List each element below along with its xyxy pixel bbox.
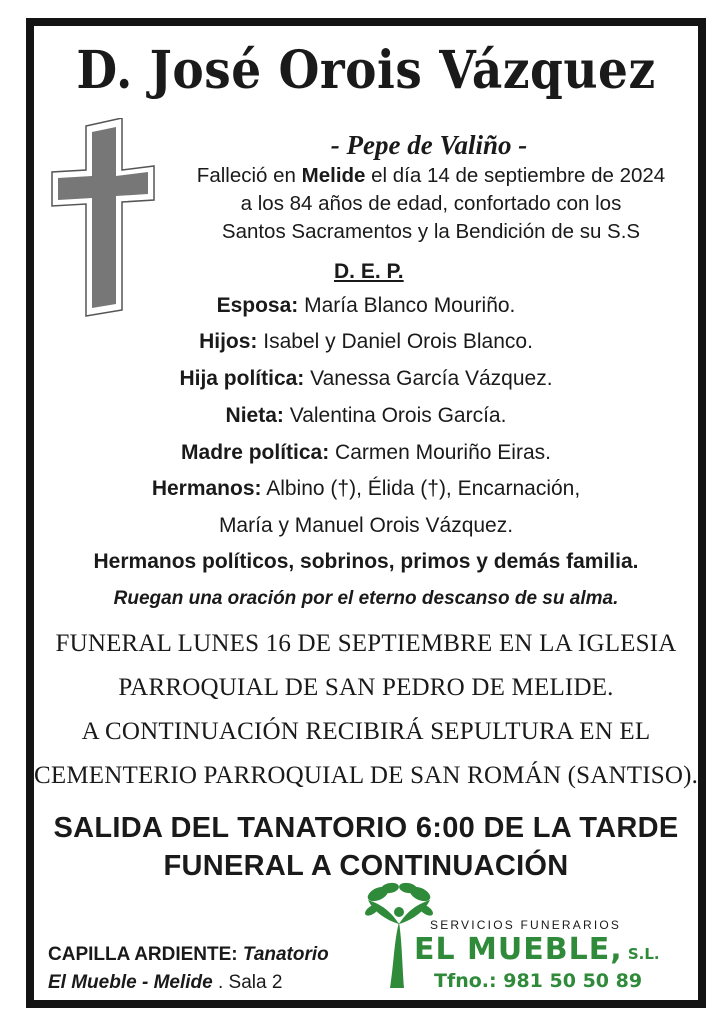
cross-icon [50,118,156,318]
deceased-name: D. José Orois Vázquez [76,40,656,102]
logo-name-text: EL MUEBLE, [414,932,623,967]
family-label: Madre política: [181,441,330,464]
chapel-label: CAPILLA ARDIENTE: [48,944,238,965]
intro-line-1-post: el día 14 de septiembre de 2024 [365,164,666,187]
family-value: Isabel y Daniel Orois Blanco. [257,330,533,353]
death-place: Melide [301,164,366,187]
prayer-line: Ruegan una oración por el eterno descanso de su alma. [113,588,619,609]
funeral-line-4: CEMENTERIO PARROQUIAL DE SAN ROMÁN (SANTISO). [34,762,699,789]
family-row-daughter-in-law [34,367,698,391]
intro-line-3: Santos Sacramentos y la Bendición de su S.S [221,220,641,243]
family-row-children [34,330,698,354]
family-value: Valentina Orois García. [283,404,507,427]
chapel-line-1 [48,944,329,966]
intro-line-2: a los 84 años de edad, confortado con los [240,192,622,215]
departure-line-1: SALIDA DEL TANATORIO 6:00 DE LA TARDE [53,812,679,844]
logo-services: SERVICIOS FUNERARIOS [430,918,622,932]
family-row-spouse [34,294,698,318]
relatives-line: Hermanos políticos, sobrinos, primos y demás familia. [93,550,639,573]
family-row-mother-in-law [34,441,698,465]
family-row-siblings [34,477,698,501]
intro-line-1 [164,164,698,188]
family-label: Hija política: [179,367,305,390]
departure-line-2: FUNERAL A CONTINUACIÓN [163,850,569,882]
funeral-line-1: FUNERAL LUNES 16 DE SEPTIEMBRE EN LA IGLESIA [55,630,677,657]
family-value: Carmen Mouriño Eiras. [329,441,551,464]
family-label: Nieta: [225,404,284,427]
funeral-line-2: PARROQUIAL DE SAN PEDRO DE MELIDE. [118,674,614,701]
family-label: Hijos: [199,330,258,353]
family-label: Esposa: [216,294,299,317]
nickname: - Pepe de Valiño - [330,130,528,160]
dep-label: D. E. P. [334,260,404,283]
family-row-granddaughter [34,404,698,428]
funeral-home-logo [364,882,684,992]
logo-phone: Tfno.: 981 50 50 89 [434,970,643,992]
chapel-line-2 [48,972,282,994]
family-label: Hermanos: [151,477,262,500]
logo-suffix: S.L. [622,945,660,963]
chapel-room: . Sala 2 [212,972,283,993]
chapel-place-2: El Mueble - Melide [48,972,213,993]
logo-name [414,932,660,967]
family-value: Albino (†), Élida (†), Encarnación, [261,477,581,500]
intro-line-1-pre: Falleció en [196,164,302,187]
obituary-frame [26,18,706,1008]
family-value: Vanessa García Vázquez. [304,367,553,390]
family-value: María Blanco Mouriño. [298,294,516,317]
family-row-siblings-cont: María y Manuel Orois Vázquez. [218,514,514,537]
chapel-place-1: Tanatorio [237,944,329,965]
funeral-line-3: A CONTINUACIÓN RECIBIRÁ SEPULTURA EN EL [81,718,651,745]
